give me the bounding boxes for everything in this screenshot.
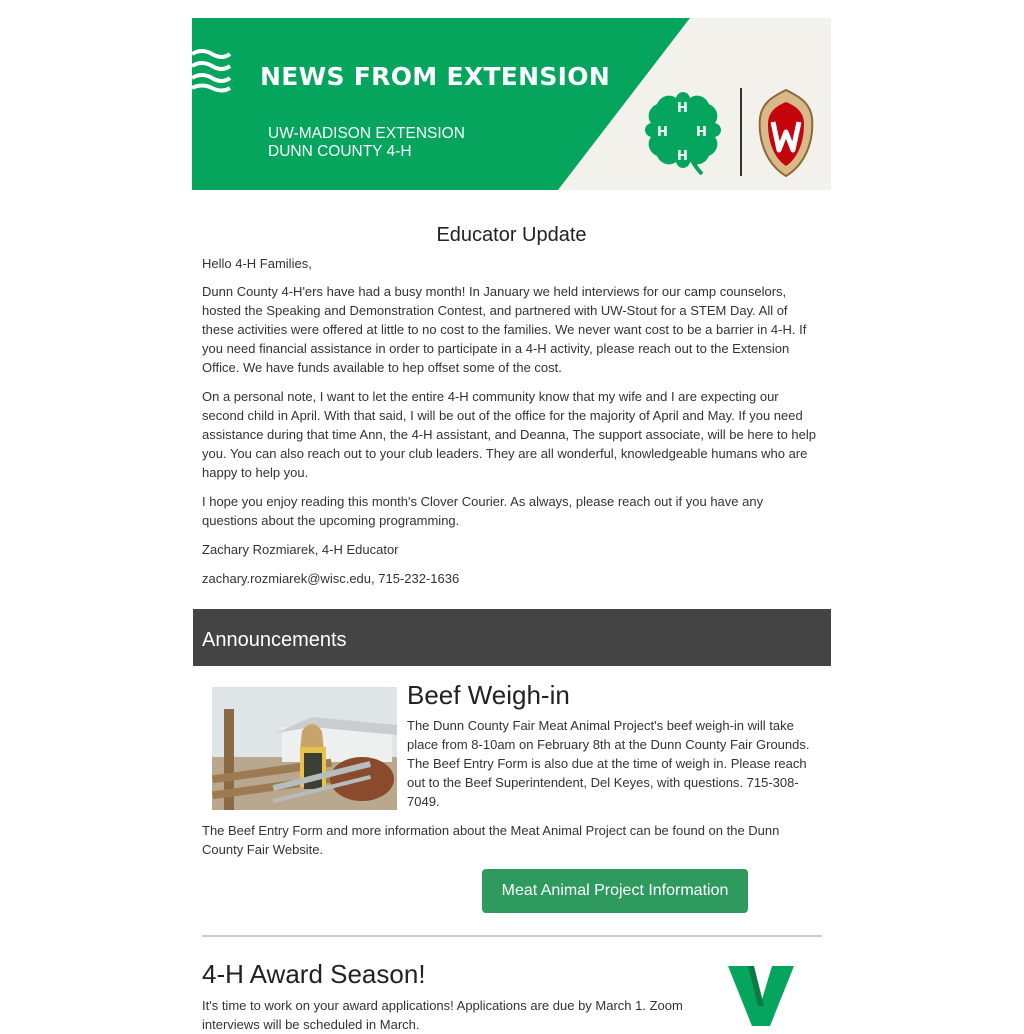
newsletter-container [192, 18, 831, 1032]
banner-subtitle [268, 125, 465, 161]
uw-crest-logo-icon [756, 88, 816, 178]
svg-text:H: H [677, 149, 688, 164]
banner-title: NEWS FROM EXTENSION [260, 62, 611, 91]
section-divider [202, 935, 822, 937]
beef-more-info-text: The Beef Entry Form and more information about the Meat Animal Project can be found on the Dunn County Fair Website. [202, 823, 780, 857]
award-season-text: It's time to work on your award applications! Applications are due by March 1. Zoom interviews will be scheduled in March. [202, 998, 683, 1032]
banner-green-shape [192, 18, 831, 190]
educator-paragraph-1: Dunn County 4-H'ers have had a busy month! In January we held interviews for our camp counselors, hosted the Speaking and Demonstration Contest, and partnered with UW-Stout for a STEM Day. All of these activities were offered at little to no cost to the families. We never want cost to be a barrier in 4-H. If you need financial assistance in order to participate in a 4-H activity, please reach out to the Extension Office. We have funds available to hep offset some of the cost. [202, 284, 807, 375]
svg-text:H: H [696, 125, 707, 140]
banner-subtitle-line1: UW-MADISON EXTENSION [268, 125, 465, 142]
waves-icon [192, 48, 232, 93]
announcements-title: Announcements [202, 629, 347, 651]
svg-text:H: H [657, 125, 668, 140]
announcements-header [193, 609, 831, 666]
4h-clover-logo-icon [638, 86, 728, 178]
educator-paragraph-2: On a personal note, I want to let the entire 4-H community know that my wife and I are expecting our second child in April. With that said, I will be out of the office for the majority of April and May. If you need assistance during that time Ann, the 4-H assistant, and Deanna, The support associate, will be here to help you. You can also reach out to your club leaders. They are all wonderful, knowledgeable humans who are happy to help you. [202, 389, 817, 480]
beef-weigh-in-title: Beef Weigh-in [407, 680, 570, 710]
banner-subtitle-line2: DUNN COUNTY 4-H [268, 143, 412, 160]
educator-signature: Zachary Rozmiarek, 4-H Educator [202, 542, 399, 557]
logo-divider [740, 88, 742, 176]
svg-text:H: H [677, 101, 688, 116]
header-banner [192, 18, 831, 190]
beef-weigh-in-photo [212, 687, 397, 810]
educator-update-title: Educator Update [436, 224, 587, 246]
educator-contact: zachary.rozmiarek@wisc.edu, 715-232-1636 [202, 571, 460, 586]
award-ribbon-icon [728, 966, 794, 1026]
meat-animal-project-button[interactable]: Meat Animal Project Information [482, 869, 748, 913]
beef-weigh-in-text: The Dunn County Fair Meat Animal Project's beef weigh-in will take place from 8-10am on February 8th at the Dunn County Fair Grounds. The Beef Entry Form is also due at the time of weigh in. Please reach out to the Beef Superintendent, Del Keyes, with questions. 715-308-7049. [407, 718, 810, 809]
educator-paragraph-3: I hope you enjoy reading this month's Clover Courier. As always, please reach out if you have any questions about the upcoming programming. [202, 494, 764, 528]
greeting-text: Hello 4-H Families, [202, 256, 312, 271]
award-season-title: 4-H Award Season! [202, 959, 426, 989]
